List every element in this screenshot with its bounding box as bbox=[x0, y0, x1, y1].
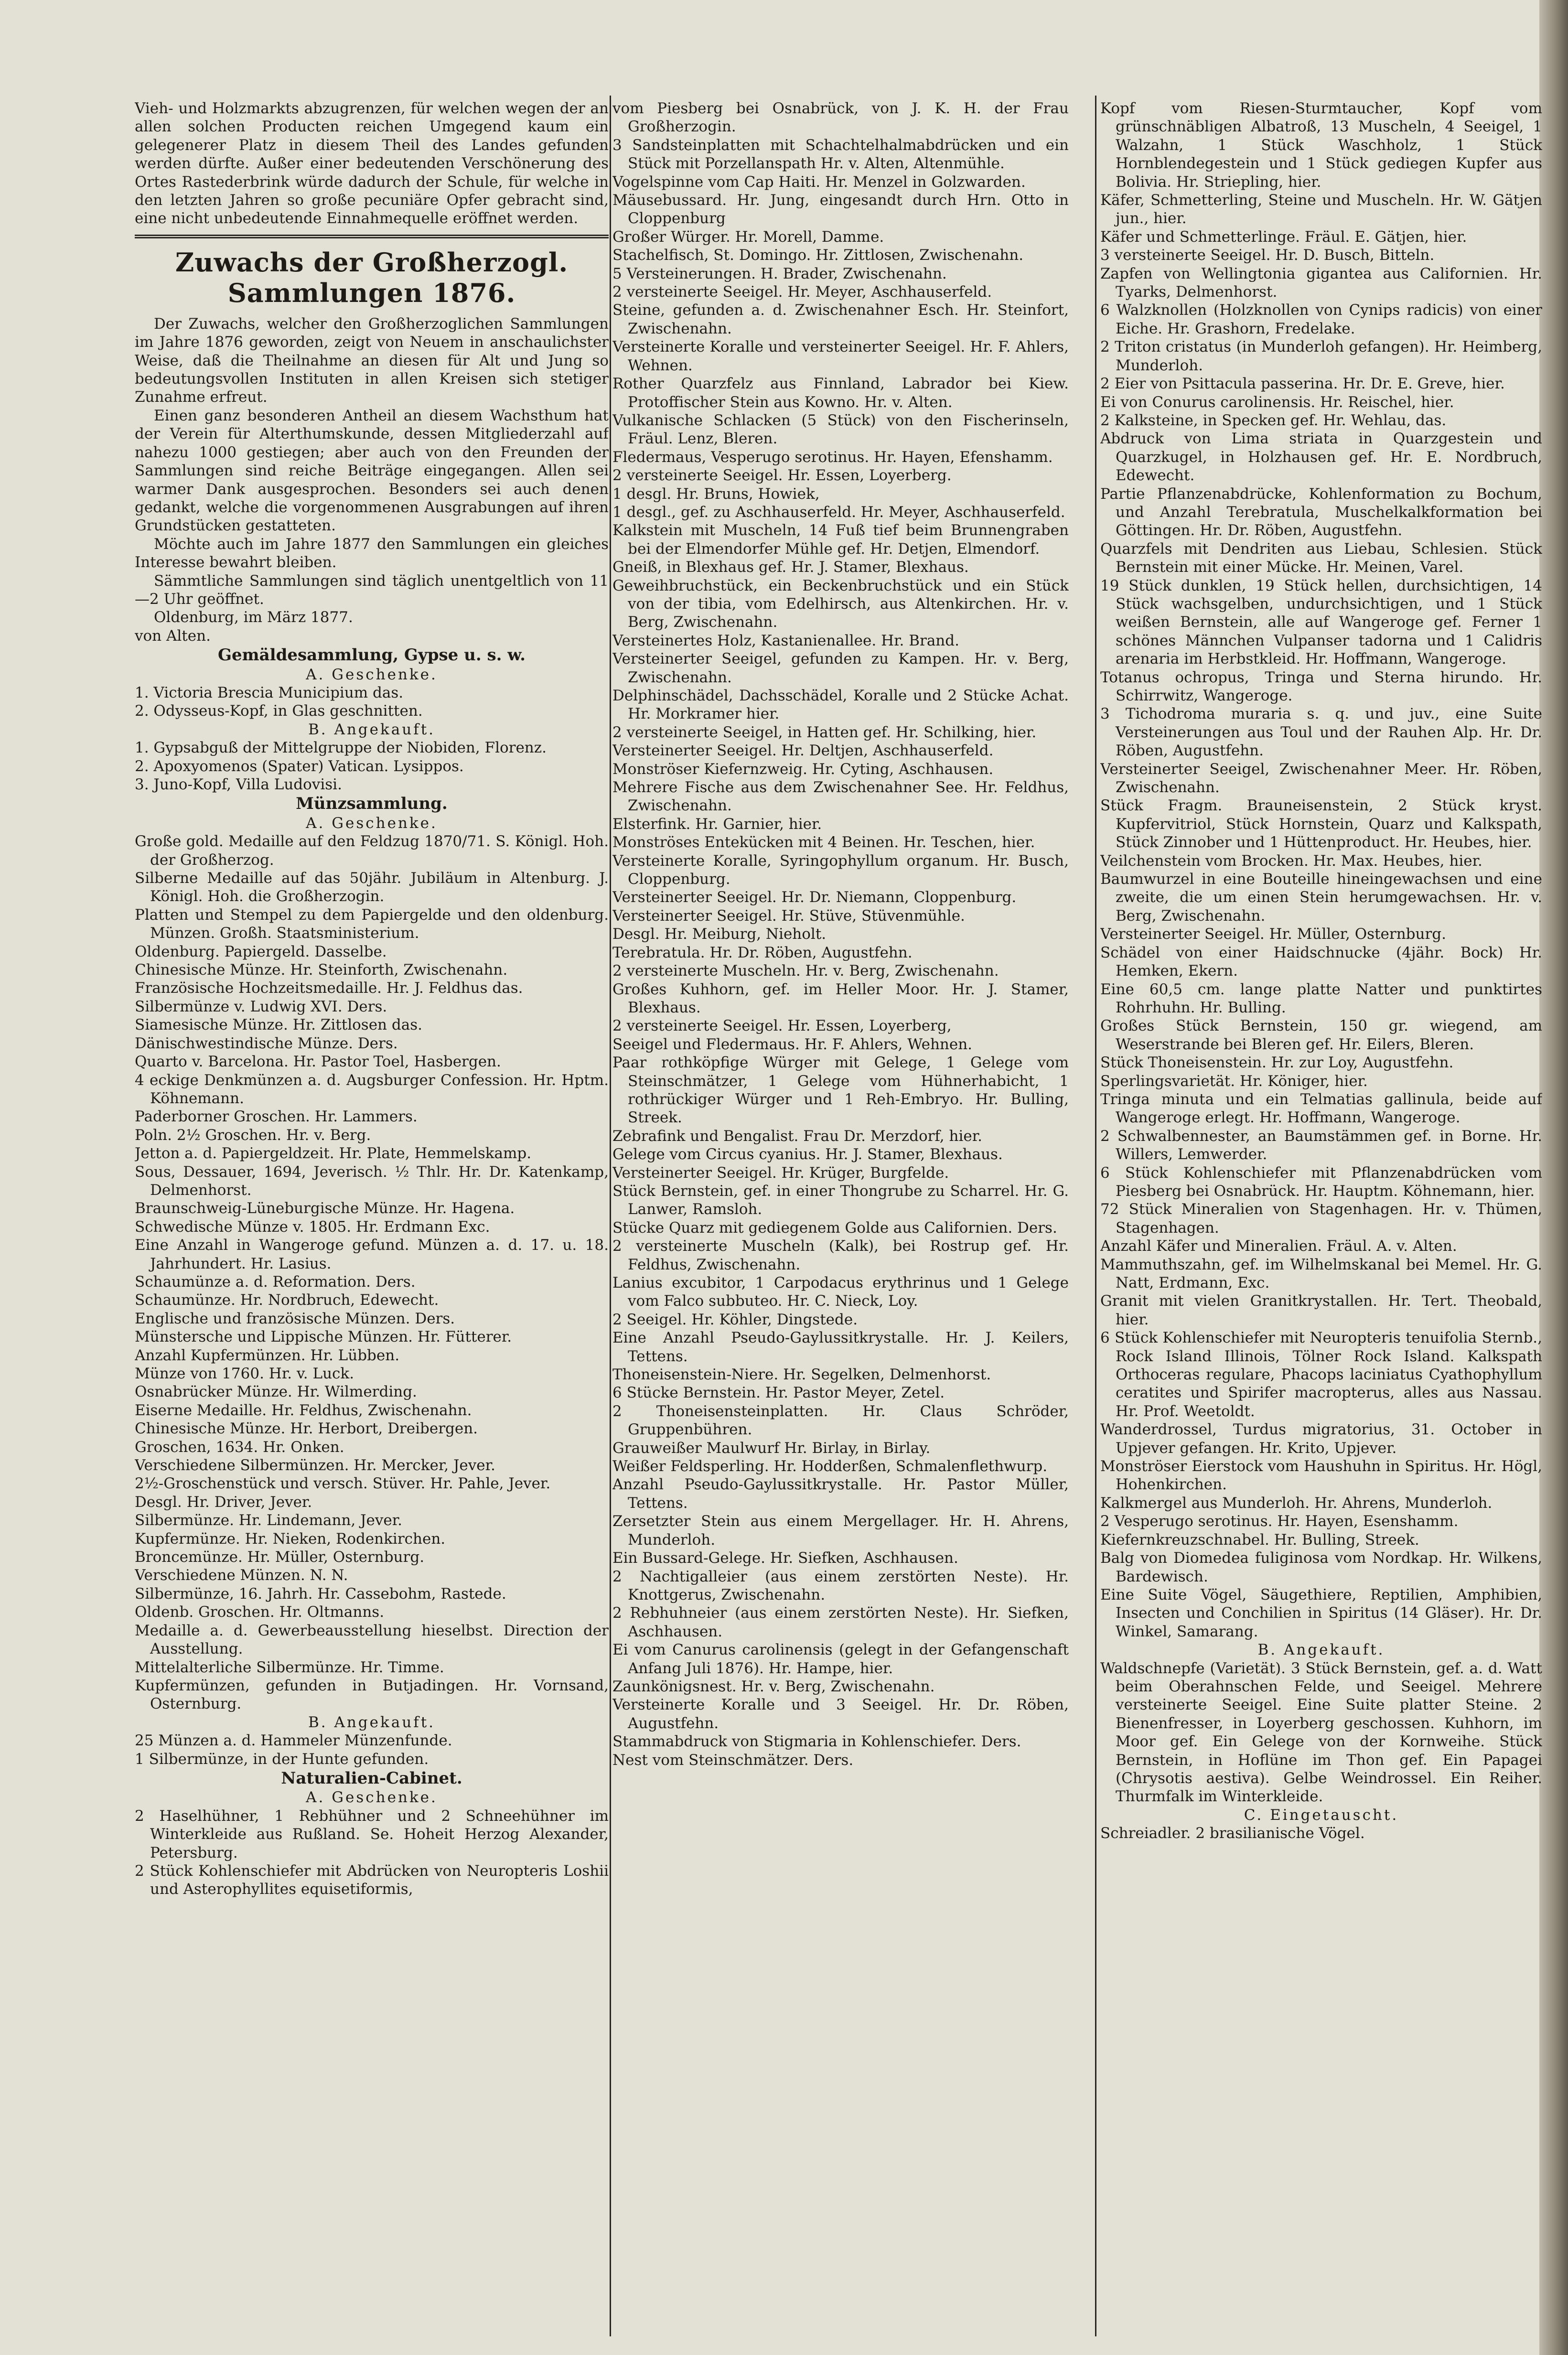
list-item: Oldenb. Groschen. Hr. Oltmanns. bbox=[135, 1603, 385, 1621]
list-item: Platten und Stempel zu dem Papiergelde und den oldenburg. Münzen. Großh. Staatsministerium. bbox=[135, 906, 609, 942]
list-item: Ei vom Canurus carolinensis (gelegt in der Gefangenschaft Anfang Juli 1876). Hr. Hampe, hier. bbox=[612, 1641, 1069, 1677]
list-item: 19 Stück dunklen, 19 Stück hellen, durchsichtigen, 14 Stück wachsgelben, undurchsichtigen, und 1 Stück weißen Bernstein, alle auf Wangeroge gef. Ferner 1 schönes Männchen Vulpanser tadorna und 1 Calidris arenaria im Herbstkleid. Hr. Hoffmann, Wangeroge. bbox=[1100, 577, 1542, 668]
list-item: Vulkanische Schlacken (5 Stück) von den Fischerinseln, Fräul. Lenz, Bleren. bbox=[612, 411, 1069, 448]
list-item: Zebrafink und Bengalist. Frau Dr. Merzdorf, hier. bbox=[612, 1127, 983, 1145]
list-item: Granit mit vielen Granitkrystallen. Hr. Tert. Theobald, hier. bbox=[1100, 1292, 1542, 1328]
list-item: Versteinerte Koralle, Syringophyllum organum. Hr. Busch, Cloppenburg. bbox=[612, 852, 1069, 888]
list-item: Versteinerte Koralle und 3 Seeigel. Hr. Dr. Röben, Augustfehn. bbox=[612, 1696, 1069, 1732]
list-item: 2. Apoxyomenos (Spater) Vatican. Lysippos. bbox=[135, 757, 464, 775]
list-item: 2 Triton cristatus (in Munderloh gefangen). Hr. Heimberg, Munderloh. bbox=[1100, 338, 1542, 374]
list-item: Balg von Diomedea fuliginosa vom Nordkap. Hr. Wilkens, Bardewisch. bbox=[1100, 1549, 1542, 1585]
list-item: Schaumünze a. d. Reformation. Ders. bbox=[135, 1273, 416, 1290]
list-item: 2 versteinerte Muscheln (Kalk), bei Rostrup gef. Hr. Feldhus, Zwischenahn. bbox=[612, 1237, 1069, 1273]
list-item: Schreiadler. 2 brasilianische Vögel. bbox=[1100, 1825, 1365, 1842]
list-item: Stammabdruck von Stigmaria in Kohlenschiefer. Ders. bbox=[612, 1733, 1021, 1751]
list bbox=[135, 684, 609, 720]
list-item: Mammuthszahn, gef. im Wilhelmskanal bei Memel. Hr. G. Natt, Erdmann, Exc. bbox=[1100, 1256, 1542, 1291]
list-item: Monströses Entekücken mit 4 Beinen. Hr. Teschen, hier. bbox=[612, 834, 1035, 851]
list-item: 6 Stücke Bernstein. Hr. Pastor Meyer, Zetel. bbox=[612, 1384, 945, 1402]
list-item: Käfer, Schmetterling, Steine und Muscheln. Hr. W. Gätjen jun., hier. bbox=[1100, 192, 1542, 227]
list-item: Versteinerter Seeigel. Hr. Krüger, Burgfelde. bbox=[612, 1164, 949, 1182]
list-item: Eine 60,5 cm. lange platte Natter und punktirtes Rohrhuhn. Hr. Bulling. bbox=[1100, 980, 1542, 1016]
list-item: Silberne Medaille auf das 50jähr. Jubiläum in Altenburg. J. Königl. Hoh. die Großherzogin. bbox=[135, 870, 609, 905]
column-rule bbox=[1095, 96, 1096, 2336]
list-item: Eiserne Medaille. Hr. Feldhus, Zwischenahn. bbox=[135, 1401, 472, 1419]
signature: von Alten. bbox=[135, 627, 211, 645]
list-item: 3 Tichodroma muraria s. q. und juv., eine Suite Versteinerungen aus Toul und der Rauhen Alp. Hr. Dr. Röben, Augustfehn. bbox=[1100, 705, 1542, 760]
subsection-heading: B. Angekauft. bbox=[308, 720, 436, 738]
list-item: Quarzfels mit Dendriten aus Liebau, Schlesien. Stück Bernstein mit einer Mücke. Hr. Meinen, Varel. bbox=[1100, 540, 1542, 576]
list-item: 2 Thoneisensteinplatten. Hr. Claus Schröder, Gruppenbühren. bbox=[612, 1402, 1069, 1439]
list bbox=[135, 739, 609, 794]
list-item: Münze von 1760. Hr. v. Luck. bbox=[135, 1365, 354, 1382]
list-item: Münstersche und Lippische Münzen. Hr. Fütterer. bbox=[135, 1328, 512, 1346]
list-item: Mehrere Fische aus dem Zwischenahner See. Hr. Feldhus, Zwischenahn. bbox=[612, 779, 1069, 815]
list-item: Silbermünze v. Ludwig XVI. Ders. bbox=[135, 998, 387, 1015]
list-item: Thoneisenstein-Niere. Hr. Segelken, Delmenhorst. bbox=[612, 1366, 991, 1384]
list-item: Verschiedene Münzen. N. N. bbox=[135, 1567, 348, 1584]
list-item: Elsterfink. Hr. Garnier, hier. bbox=[612, 815, 822, 833]
list-item: Eine Anzahl in Wangeroge gefund. Münzen a. d. 17. u. 18. Jahrhundert. Hr. Lasius. bbox=[135, 1237, 609, 1272]
list-item: Rother Quarzfelz aus Finnland, Labrador bei Kiew. Protoffischer Stein aus Kowno. Hr. v. Alten. bbox=[612, 375, 1069, 411]
list-item: Fledermaus, Vesperugo serotinus. Hr. Hayen, Efenshamm. bbox=[612, 448, 1053, 466]
list-item: Versteinerter Seeigel. Hr. Stüve, Stüvenmühle. bbox=[612, 907, 965, 925]
list-item: Quarto v. Barcelona. Hr. Pastor Toel, Hasbergen. bbox=[135, 1053, 501, 1071]
list-item: Stück Thoneisenstein. Hr. zur Loy, Augustfehn. bbox=[1100, 1054, 1454, 1072]
list-item: Kupfermünze. Hr. Nieken, Rodenkirchen. bbox=[135, 1530, 446, 1548]
list-item: Groschen, 1634. Hr. Onken. bbox=[135, 1438, 344, 1456]
list-item: Totanus ochropus, Tringa und Sterna hirundo. Hr. Schirrwitz, Wangeroge. bbox=[1100, 668, 1542, 704]
list-item: 2. Odysseus-Kopf, in Glas geschnitten. bbox=[135, 702, 423, 720]
list-item: Chinesische Münze. Hr. Herbort, Dreibergen. bbox=[135, 1420, 478, 1438]
double-rule bbox=[135, 235, 609, 238]
list-item: Versteinerter Seeigel. Hr. Dr. Niemann, Cloppenburg. bbox=[612, 889, 1017, 906]
list-item: Terebratula. Hr. Dr. Röben, Augustfehn. bbox=[612, 944, 913, 961]
list-item: Wanderdrossel, Turdus migratorius, 31. October in Upjever gefangen. Hr. Krito, Upjever. bbox=[1100, 1421, 1542, 1457]
list bbox=[1100, 99, 1542, 1641]
list-item: Ein Bussard-Gelege. Hr. Siefken, Aschhausen. bbox=[612, 1549, 958, 1567]
section-heading: Gemäldesammlung, Gypse u. s. w. bbox=[218, 645, 526, 665]
list-item: Poln. 2½ Groschen. Hr. v. Berg. bbox=[135, 1126, 371, 1144]
list-item: 2 Haselhühner, 1 Rebhühner und 2 Schneehühner im Winterkleide aus Rußland. Se. Hoheit Herzog Alexander, Petersburg. bbox=[135, 1807, 609, 1861]
list-item: 1. Gypsabguß der Mittelgruppe der Niobiden, Florenz. bbox=[135, 739, 547, 757]
list-item: Oldenburg. Papiergeld. Dasselbe. bbox=[135, 943, 387, 960]
list-item: Anzahl Pseudo-Gaylussitkrystalle. Hr. Pastor Müller, Tettens. bbox=[612, 1476, 1069, 1512]
list-item: Versteinerter Seeigel. Hr. Deltjen, Aschhauserfeld. bbox=[612, 742, 994, 760]
list-item: Stachelfisch, St. Domingo. Hr. Zittlosen, Zwischenahn. bbox=[612, 247, 1024, 264]
list-item: 2 Schwalbennester, an Baumstämmen gef. in Borne. Hr. Willers, Lemwerder. bbox=[1100, 1127, 1542, 1163]
column-3 bbox=[1100, 99, 1542, 2345]
subsection-heading: B. Angekauft. bbox=[1257, 1641, 1385, 1659]
list-item: Veilchenstein vom Brocken. Hr. Max. Heubes, hier. bbox=[1100, 852, 1482, 870]
list-item: Silbermünze, 16. Jahrh. Hr. Cassebohm, Rastede. bbox=[135, 1585, 506, 1602]
dateline: Oldenburg, im März 1877. bbox=[154, 609, 353, 626]
list-item: Lanius excubitor, 1 Carpodacus erythrinus und 1 Gelege vom Falco subbuteo. Hr. C. Nieck, Loy. bbox=[612, 1274, 1069, 1310]
list-item: Käfer und Schmetterlinge. Fräul. E. Gätjen, hier. bbox=[1100, 228, 1467, 246]
book-spine-edge bbox=[1539, 0, 1568, 2355]
list-item: Weißer Feldsperling. Hr. Hodderßen, Schmalenflethwurp. bbox=[612, 1458, 1048, 1475]
list-item: 2 versteinerte Seeigel. Hr. Essen, Loyerberg, bbox=[612, 1017, 952, 1035]
list-item: Abdruck von Lima striata in Quarzgestein und Quarzkugel, in Holzhausen gef. Hr. E. Nordbruch, Edewecht. bbox=[1100, 430, 1542, 484]
subsection-heading: A. Geschenke. bbox=[306, 814, 438, 832]
list bbox=[612, 99, 1069, 1769]
list-item: Eine Suite Vögel, Säugethiere, Reptilien, Amphibien, Insecten und Conchilien in Spiritus (14 Gläser). Hr. Dr. Winkel, Samarang. bbox=[1100, 1586, 1542, 1640]
list-item: Seeigel und Fledermaus. Hr. F. Ahlers, Wehnen. bbox=[612, 1035, 973, 1053]
list-item: 1 Silbermünze, in der Hunte gefunden. bbox=[135, 1750, 429, 1768]
list-item: Große gold. Medaille auf den Feldzug 1870/71. S. Königl. Hoh. der Großherzog. bbox=[135, 833, 609, 869]
article-paragraph: Der Zuwachs, welcher den Großherzoglichen Sammlungen im Jahre 1876 geworden, zeigt von Neuem in anschaulichster Weise, daß die Theilnahme an diesen für Alt und Jung so bedeutungsvollen Instituten in allen Kreisen sich stetiger Zunahme erfreut. bbox=[135, 315, 609, 406]
list-item: Chinesische Münze. Hr. Steinforth, Zwischenahn. bbox=[135, 961, 508, 979]
list-item: 2 Rebhuhneier (aus einem zerstörten Neste). Hr. Siefken, Aschhausen. bbox=[612, 1604, 1069, 1640]
list-item: Zersetzter Stein aus einem Mergellager. Hr. H. Ahrens, Munderloh. bbox=[612, 1513, 1069, 1548]
list-item: Versteinerter Seeigel, Zwischenahner Meer. Hr. Röben, Zwischenahn. bbox=[1100, 760, 1542, 796]
list-item: Gneiß, in Blexhaus gef. Hr. J. Stamer, Blexhaus. bbox=[612, 559, 969, 576]
list-item: Sous, Dessauer, 1694, Jeverisch. ½ Thlr. Hr. Dr. Katenkamp, Delmenhorst. bbox=[135, 1163, 609, 1199]
list-item: Osnabrücker Münze. Hr. Wilmerding. bbox=[135, 1383, 417, 1401]
list-item: Tringa minuta und ein Telmatias gallinula, beide auf Wangeroge erlegt. Hr. Hoffmann, Wangeroge. bbox=[1100, 1090, 1542, 1127]
list-item: 3. Juno-Kopf, Villa Ludovisi. bbox=[135, 776, 342, 793]
list-item: Ei von Conurus carolinensis. Hr. Reischel, hier. bbox=[1100, 393, 1454, 411]
list-item: Delphinschädel, Dachsschädel, Koralle und 2 Stücke Achat. Hr. Morkramer hier. bbox=[612, 687, 1069, 723]
list-item: Monströser Eierstock vom Haushuhn in Spiritus. Hr. Högl, Hohenkirchen. bbox=[1100, 1458, 1542, 1494]
list-item: 1 desgl. Hr. Bruns, Howiek, bbox=[612, 485, 820, 503]
list-item: Monströser Kiefernzweig. Hr. Cyting, Aschhausen. bbox=[612, 760, 994, 778]
list-item: 2½-Groschenstück und versch. Stüver. Hr. Pahle, Jever. bbox=[135, 1475, 551, 1493]
article-paragraph: Sämmtliche Sammlungen sind täglich unentgeltlich von 11—2 Uhr geöffnet. bbox=[135, 572, 609, 608]
list-item: 6 Stück Kohlenschiefer mit Pflanzenabdrücken vom Piesberg bei Osnabrück. Hr. Hauptm. Köhnemann, hier. bbox=[1100, 1164, 1542, 1200]
list-item: Verschiedene Silbermünzen. Hr. Mercker, Jever. bbox=[135, 1457, 495, 1474]
list-item: Französische Hochzeitsmedaille. Hr. J. Feldhus das. bbox=[135, 979, 523, 997]
list-item: 2 Seeigel. Hr. Köhler, Dingstede. bbox=[612, 1311, 858, 1328]
subsection-heading: A. Geschenke. bbox=[306, 1789, 438, 1807]
list-item: 3 Sandsteinplatten mit Schachtelhalmabdrücken und ein Stück mit Porzellanspath Hr. v. Alten, Altenmühle. bbox=[612, 136, 1069, 172]
list-item: Desgl. Hr. Meiburg, Nieholt. bbox=[612, 925, 827, 943]
list-item: 2 Nachtigalleier (aus einem zerstörten Neste). Hr. Knottgerus, Zwischenahn. bbox=[612, 1568, 1069, 1603]
column-rule bbox=[610, 96, 611, 2336]
list-item: Mäusebussard. Hr. Jung, eingesandt durch Hrn. Otto in Cloppenburg bbox=[612, 192, 1069, 227]
article-title: Zuwachs der Großherzogl. Sammlungen 1876. bbox=[175, 247, 569, 308]
subsection-heading: B. Angekauft. bbox=[308, 1713, 436, 1731]
article-paragraph: Einen ganz besonderen Antheil an diesem Wachsthum hat der Verein für Alterthumskunde, dessen Mitgliederzahl auf nahezu 1000 gestiegen; aber auch von den Freunden der Sammlungen sind reiche Beiträge eingegangen. Allen sei warmer Dank ausgesprochen. Besonders sei auch denen gedankt, welche die vorgenommenen Ausgrabungen auf ihren Grundstücken gestatteten. bbox=[135, 407, 609, 535]
list-item: vom Piesberg bei Osnabrück, von J. K. H. der Frau Großherzogin. bbox=[612, 100, 1069, 136]
list-item: Schädel von einer Haidschnucke (4jähr. Bock) Hr. Hemken, Ekern. bbox=[1100, 944, 1542, 980]
list-item: Schaumünze. Hr. Nordbruch, Edewecht. bbox=[135, 1291, 439, 1309]
list-item: 25 Münzen a. d. Hammeler Münzenfunde. bbox=[135, 1732, 452, 1750]
list-item: Kalkmergel aus Munderloh. Hr. Ahrens, Munderloh. bbox=[1100, 1494, 1493, 1512]
list-item: Versteinertes Holz, Kastanienallee. Hr. Brand. bbox=[612, 632, 959, 649]
section-heading: Münzsammlung. bbox=[296, 794, 448, 814]
list-item: Versteinerte Koralle und versteinerter Seeigel. Hr. F. Ahlers, Wehnen. bbox=[612, 338, 1069, 374]
list-item: Zapfen von Wellingtonia gigantea aus Californien. Hr. Tyarks, Delmenhorst. bbox=[1100, 265, 1542, 301]
column-1 bbox=[135, 99, 609, 2345]
list-item: Siamesische Münze. Hr. Zittlosen das. bbox=[135, 1016, 422, 1034]
list-item: Englische und französische Münzen. Ders. bbox=[135, 1310, 455, 1327]
list-item: Gelege vom Circus cyanius. Hr. J. Stamer, Blexhaus. bbox=[612, 1146, 1003, 1163]
list-item: Vogelspinne vom Cap Haiti. Hr. Menzel in Golzwarden. bbox=[612, 173, 1026, 191]
list-item: Anzahl Kupfermünzen. Hr. Lübben. bbox=[135, 1346, 400, 1364]
article-paragraph: Möchte auch im Jahre 1877 den Sammlungen ein gleiches Interesse bewahrt bleiben. bbox=[135, 535, 609, 571]
list-item: Kiefernkreuzschnabel. Hr. Bulling, Streek. bbox=[1100, 1531, 1419, 1548]
list-item: Braunschweig-Lüneburgische Münze. Hr. Hagena. bbox=[135, 1200, 515, 1217]
list-item: Nest vom Steinschmätzer. Ders. bbox=[612, 1751, 854, 1769]
list-item: Schwedische Münze v. 1805. Hr. Erdmann Exc. bbox=[135, 1218, 490, 1236]
list-item: Geweihbruchstück, ein Beckenbruchstück und ein Stück von der tibia, vom Edelhirsch, aus Altenkirchen. Hr. v. Berg, Zwischenahn. bbox=[612, 577, 1069, 631]
list-item: Desgl. Hr. Driver, Jever. bbox=[135, 1493, 312, 1511]
list-item: Kopf vom Riesen-Sturmtaucher, Kopf vom grünschnäbligen Albatroß, 13 Muscheln, 4 Seeigel, 1 Walzahn, 1 Stück Waschholz, 1 Stück Hornblendegestein und 1 Stück gediegen Kupfer aus Bolivia. Hr. Striepling, hier. bbox=[1100, 100, 1542, 191]
list-item: Versteinerter Seeigel, gefunden zu Kampen. Hr. v. Berg, Zwischenahn. bbox=[612, 650, 1069, 686]
list-item: Paar rothköpfige Würger mit Gelege, 1 Gelege vom Steinschmätzer, 1 Gelege vom Hühnerhabicht, 1 rothrückiger Würger und 1 Reh-Embryo. Hr. Bulling, Streek. bbox=[612, 1054, 1069, 1127]
list-item: Baumwurzel in eine Bouteille hineingewachsen und eine zweite, die um einen Stein herumgewachsen. Hr. v. Berg, Zwischenahn. bbox=[1100, 871, 1542, 925]
list-item: Stücke Quarz mit gediegenem Golde aus Californien. Ders. bbox=[612, 1219, 1057, 1237]
section-heading: Naturalien-Cabinet. bbox=[281, 1768, 462, 1788]
list-item: 4 eckige Denkmünzen a. d. Augsburger Confession. Hr. Hptm. Köhnemann. bbox=[135, 1071, 609, 1107]
list-item: Medaille a. d. Gewerbeausstellung hieselbst. Direction der Ausstellung. bbox=[135, 1622, 609, 1658]
list-item: Partie Pflanzenabdrücke, Kohlenformation zu Bochum, und Anzahl Terebratula, Muschelkalkformation bei Göttingen. Hr. Dr. Röben, Augustfehn. bbox=[1100, 485, 1542, 539]
list-item: Kalkstein mit Muscheln, 14 Fuß tief beim Brunnengraben bei der Elmendorfer Mühle gef. Hr. Detjen, Elmendorf. bbox=[612, 522, 1069, 558]
list-item: Steine, gefunden a. d. Zwischenahner Esch. Hr. Steinfort, Zwischenahn. bbox=[612, 301, 1069, 337]
list-item: Broncemünze. Hr. Müller, Osternburg. bbox=[135, 1548, 425, 1566]
list-item: 6 Walzknollen (Holzknollen von Cynips radicis) von einer Eiche. Hr. Grashorn, Fredelake. bbox=[1100, 301, 1542, 337]
list bbox=[135, 1731, 609, 1768]
subsection-heading: A. Geschenke. bbox=[306, 666, 438, 683]
list-item: Kupfermünzen, gefunden in Butjadingen. Hr. Vornsand, Osternburg. bbox=[135, 1677, 609, 1713]
list-item: 2 versteinerte Seeigel. Hr. Essen, Loyerberg. bbox=[612, 467, 952, 484]
list-item: 2 Kalksteine, in Specken gef. Hr. Wehlau, das. bbox=[1100, 411, 1447, 429]
column-2 bbox=[612, 99, 1069, 2345]
list-item: Dänischwestindische Münze. Ders. bbox=[135, 1034, 398, 1052]
list-item: 6 Stück Kohlenschiefer mit Neuropteris tenuifolia Sternb., Rock Island Illinois, Tölner Rock Island. Kalkspath Orthoceras regulare, Phacops laciniatus Cyathophyllum ceratites und Spirifer macropterus, alles aus Nassau. Hr. Prof. Weetoldt. bbox=[1100, 1329, 1542, 1420]
list bbox=[135, 1807, 609, 1899]
list-item: Mittelalterliche Silbermünze. Hr. Timme. bbox=[135, 1658, 444, 1676]
list-item: Stück Bernstein, gef. in einer Thongrube zu Scharrel. Hr. G. Lanwer, Ramsloh. bbox=[612, 1182, 1069, 1218]
list-item: 2 versteinerte Seeigel. Hr. Meyer, Aschhauserfeld. bbox=[612, 283, 992, 301]
list-item: Jetton a. d. Papiergeldzeit. Hr. Plate, Hemmelskamp. bbox=[135, 1145, 532, 1162]
list-item: 72 Stück Mineralien von Stagenhagen. Hr. v. Thümen, Stagenhagen. bbox=[1100, 1201, 1542, 1237]
list-item: 2 Eier von Psittacula passerina. Hr. Dr. E. Greve, hier. bbox=[1100, 375, 1505, 393]
list-item: Versteinerter Seeigel. Hr. Müller, Osternburg. bbox=[1100, 925, 1446, 943]
list bbox=[135, 832, 609, 1713]
list-item: Waldschnepfe (Varietät). 3 Stück Bernstein, gef. a. d. Watt beim Oberahnschen Felde, und Seeigel. Mehrere versteinerte Seeigel. Eine Suite platter Steine. 2 Bienenfresser, in Loyerberg geschossen. Kuhhorn, im Moor gef. Ein Gelege von der Kornweihe. Stück Bernstein, in Hoflüne im Thon gef. Ein Papagei (Chrysotis aestiva). Gelbe Weindrossel. Ein Reiher. Thurmfalk im Winterkleide. bbox=[1100, 1659, 1542, 1806]
list-item: 2 versteinerte Muscheln. Hr. v. Berg, Zwischenahn. bbox=[612, 962, 999, 980]
list-item: 3 versteinerte Seeigel. Hr. D. Busch, Bitteln. bbox=[1100, 247, 1435, 264]
list-item: Großer Würger. Hr. Morell, Damme. bbox=[612, 228, 884, 246]
list-item: 2 Stück Kohlenschiefer mit Abdrücken von Neuropteris Loshii und Asterophyllites equisetiformis, bbox=[135, 1862, 609, 1898]
intro-paragraph: Vieh- und Holzmarkts abzugrenzen, für welchen wegen der an allen solchen Producten reichen Umgegend kaum ein gelegenerer Platz in diesem Theil des Landes gefunden werden dürfte. Außer einer bedeutenden Verschönerung des Ortes Rastederbrink würde dadurch der Schule, für welche in den letzten Jahren so große pecuniäre Opfer gebracht sind, eine nicht unbedeutende Einnahmequelle eröffnet werden. bbox=[135, 100, 609, 227]
list-item: Großes Stück Bernstein, 150 gr. wiegend, am Weserstrande bei Bleren gef. Hr. Eilers, Bleren. bbox=[1100, 1017, 1542, 1053]
list-item: Eine Anzahl Pseudo-Gaylussitkrystalle. Hr. J. Keilers, Tettens. bbox=[612, 1329, 1069, 1365]
list-item: 2 versteinerte Seeigel, in Hatten gef. Hr. Schilking, hier. bbox=[612, 723, 1037, 741]
list-item: Stück Fragm. Brauneisenstein, 2 Stück kryst. Kupfervitriol, Stück Hornstein, Quarz und Kalkspath, Stück Zinnober und 1 Hüttenproduct. Hr. Heubes, hier. bbox=[1100, 797, 1542, 851]
list-item: 1 desgl., gef. zu Aschhauserfeld. Hr. Meyer, Aschhauserfeld. bbox=[612, 503, 1065, 521]
list-item: Grauweißer Maulwurf Hr. Birlay, in Birlay. bbox=[612, 1439, 931, 1457]
list-item: Sperlingsvarietät. Hr. Königer, hier. bbox=[1100, 1072, 1368, 1090]
list-item: Großes Kuhhorn, gef. im Heller Moor. Hr. J. Stamer, Blexhaus. bbox=[612, 980, 1069, 1016]
list-item: 2 Vesperugo serotinus. Hr. Hayen, Esenshamm. bbox=[1100, 1513, 1459, 1530]
list-item: Silbermünze. Hr. Lindemann, Jever. bbox=[135, 1512, 403, 1529]
list-item: Anzahl Käfer und Mineralien. Fräul. A. v. Alten. bbox=[1100, 1237, 1457, 1255]
subsection-heading: C. Eingetauscht. bbox=[1244, 1806, 1399, 1824]
list-item: 1. Victoria Brescia Municipium das. bbox=[135, 684, 404, 701]
list-item: 5 Versteinerungen. H. Brader, Zwischenahn. bbox=[612, 265, 947, 282]
list-item: Zaunkönigsnest. Hr. v. Berg, Zwischenahn. bbox=[612, 1678, 935, 1695]
list-item: Paderborner Groschen. Hr. Lammers. bbox=[135, 1108, 418, 1126]
